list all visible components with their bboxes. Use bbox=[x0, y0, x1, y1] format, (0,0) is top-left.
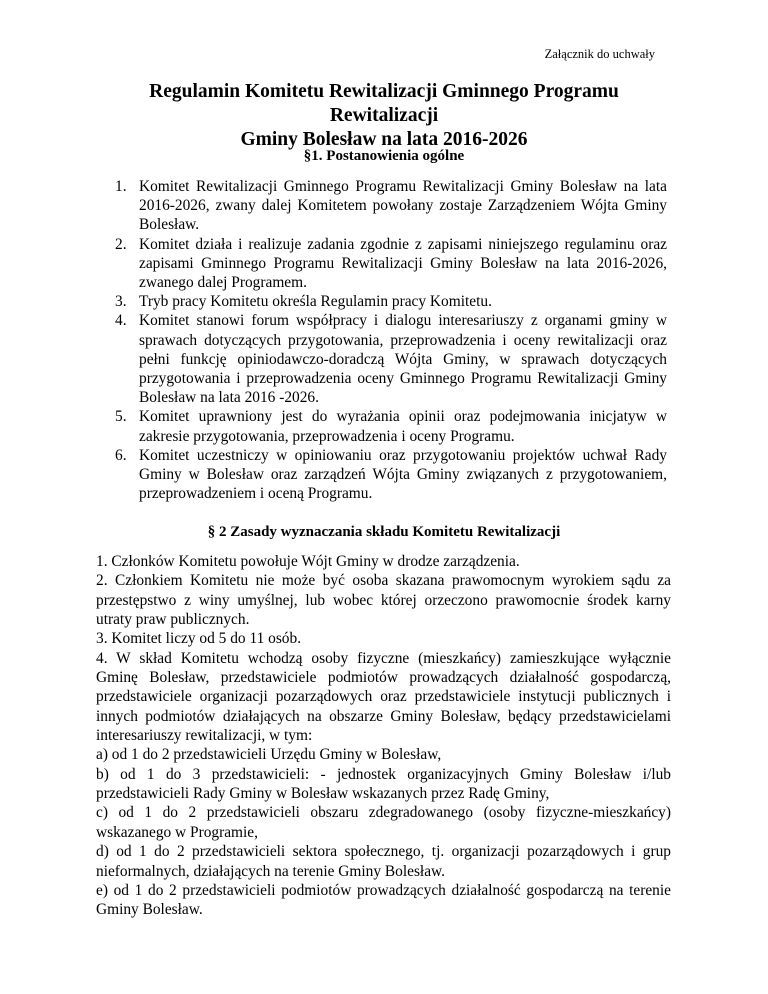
list-item-text: Komitet działa i realizuje zadania zgodnie z zapisami niniejszego regulaminu oraz zapisami Gminnego Programu Rewitalizacji Gminy Bolesław na lata 2016-2026, zwanego dalej Programem. bbox=[139, 235, 667, 292]
list-item-text: Tryb pracy Komitetu określa Regulamin pracy Komitetu. bbox=[139, 293, 492, 311]
list-item bbox=[115, 311, 667, 407]
list-item bbox=[115, 292, 667, 311]
list-item-number: 2. bbox=[115, 235, 127, 253]
list-item-number: 5. bbox=[115, 408, 127, 426]
paragraph: c) od 1 do 2 przedstawicieli obszaru zdegradowanego (osoby fizyczne-mieszkańcy) wskazanego w Programie, bbox=[96, 804, 671, 841]
paragraph: 1. Członków Komitetu powołuje Wójt Gminy w drodze zarządzenia. bbox=[96, 553, 520, 570]
section-1-heading: §1. Postanowienia ogólne bbox=[303, 148, 465, 164]
list-item-number: 1. bbox=[115, 178, 127, 195]
paragraph: a) od 1 do 2 przedstawicieli Urzędu Gminy w Bolesław, bbox=[96, 746, 442, 764]
annex-label: Załącznik do uchwały bbox=[544, 47, 655, 61]
title-line-2: Gminy Bolesław na lata 2016-2026 bbox=[240, 129, 528, 150]
section-2-heading: § 2 Zasady wyznaczania składu Komitetu Rewitalizacji bbox=[207, 524, 561, 540]
title-line-1: Regulamin Komitetu Rewitalizacji Gminnego Programu Rewitalizacji bbox=[149, 81, 619, 126]
section-2-body bbox=[96, 552, 671, 920]
paragraph: b) od 1 do 3 przedstawicieli: - jednostek organizacyjnych Gminy Bolesław i/lub przedstawicieli Rady Gminy w Bolesław wskazanych przez Radę Gminy, bbox=[96, 765, 671, 803]
list-item bbox=[115, 177, 667, 235]
document-title bbox=[96, 80, 672, 152]
list-item-text: Komitet uprawniony jest do wyrażania opinii oraz podejmowania inicjatyw w zakresie przygotowania, przeprowadzenia i oceny Programu. bbox=[139, 408, 667, 445]
list-item-number: 4. bbox=[115, 312, 127, 330]
paragraph: d) od 1 do 2 przedstawicieli sektora społecznego, tj. organizacji pozarządowych i grup nieformalnych, działających na terenie Gminy Bolesław. bbox=[96, 843, 671, 880]
list-item-text: Komitet Rewitalizacji Gminnego Programu Rewitalizacji Gminy Bolesław na lata 2016-2026, zwany dalej Komitetem powołany zostaje Zarządzeniem Wójta Gminy Bolesław. bbox=[139, 178, 667, 234]
list-item-number: 6. bbox=[115, 446, 127, 464]
paragraph: e) od 1 do 2 przedstawicieli podmiotów prowadzących działalność gospodarczą na terenie Gminy Bolesław. bbox=[96, 881, 671, 919]
paragraph: 3. Komitet liczy od 5 do 11 osób. bbox=[96, 630, 302, 648]
section-1-list bbox=[115, 177, 667, 503]
list-item-number: 3. bbox=[115, 293, 127, 311]
paragraph: 4. W skład Komitetu wchodzą osoby fizyczne (mieszkańcy) zamieszkujące wyłącznie Gminę Bolesław, przedstawiciele podmiotów prowadzących działalność gospodarczą, przedstawiciele organizacji pozarządowych oraz przedstawiciele instytucji publicznych i innych podmiotów działających na obszarze Gminy Bolesław, będący przedstawicielami interesariuszy rewitalizacji, w tym: bbox=[96, 649, 671, 745]
paragraph: 2. Członkiem Komitetu nie może być osoba skazana prawomocnym wyrokiem sądu za przestępstwo z winy umyślnej, lub wobec której orzeczono prawomocnie środek karny utraty praw publicznych. bbox=[96, 572, 671, 629]
list-item-text: Komitet stanowi forum współpracy i dialogu interesariuszy z organami gminy w sprawach dotyczących przygotowania, przeprowadzenia i oceny rewitalizacji oraz pełni funkcję opiniodawczo-doradczą Wójta Gminy, w sprawach dotyczących przygotowania i przeprowadzenia oceny Gminnego Programu Rewitalizacji Gminy Bolesław na lata 2016 -2026. bbox=[139, 312, 667, 407]
list-item bbox=[115, 446, 667, 504]
list-item bbox=[115, 235, 667, 293]
list-item-text: Komitet uczestniczy w opiniowaniu oraz przygotowaniu projektów uchwał Rady Gminy w Bolesław oraz zarządzeń Wójta Gminy związanych z przygotowaniem, przeprowadzeniem i oceną Programu. bbox=[139, 446, 667, 503]
list-item bbox=[115, 407, 667, 445]
